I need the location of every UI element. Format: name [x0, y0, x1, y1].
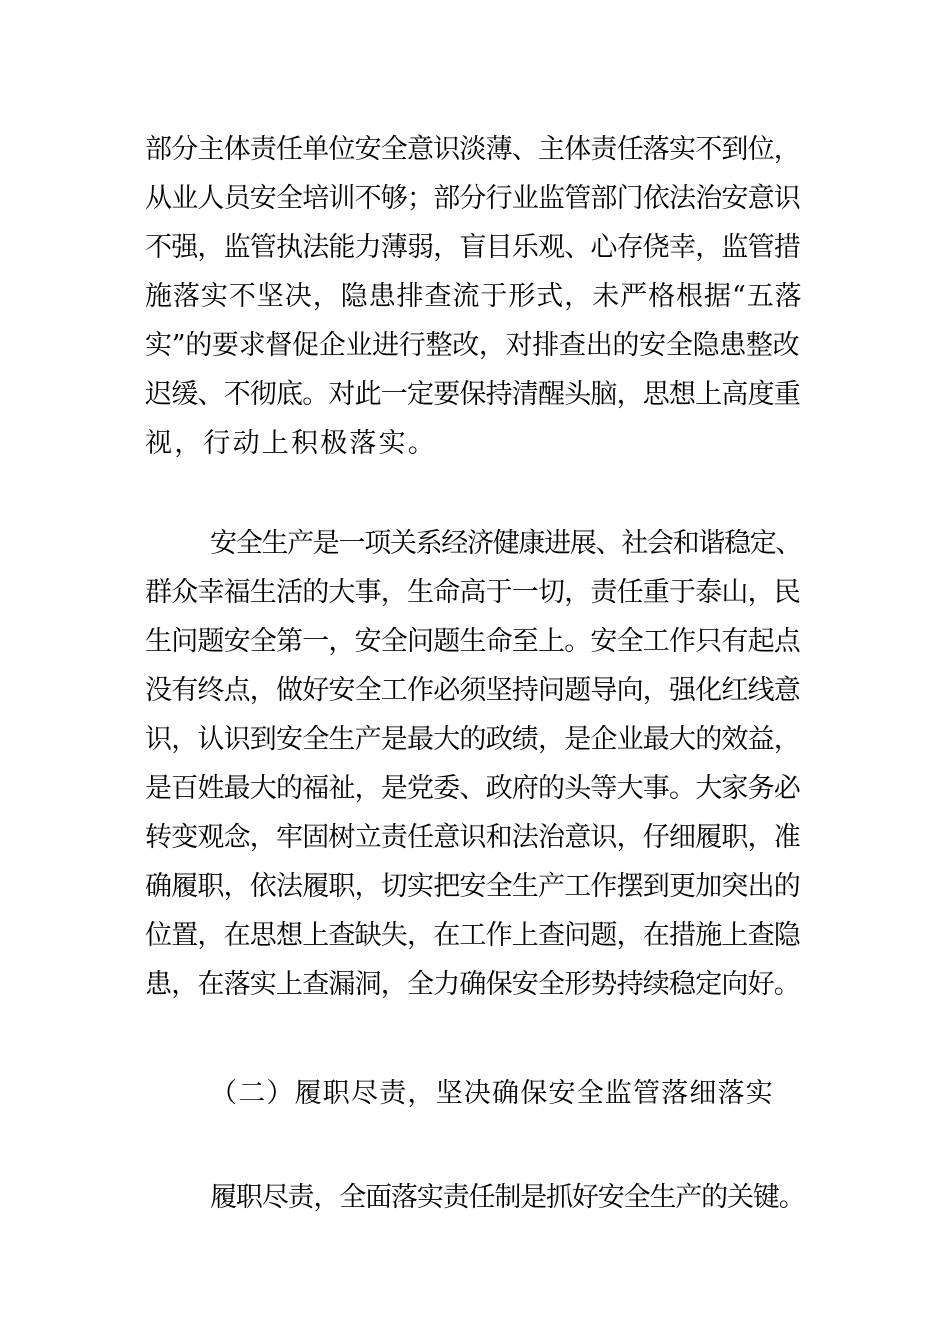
- paragraph-1-line-2: 从业人员安全培训不够；部分行业监管部门依法治安意识: [145, 183, 800, 214]
- paragraph-2-line-4: 没有终点，做好安全工作必须坚持问题导向，强化红线意: [145, 675, 800, 706]
- paragraph-1-line-6: 迟缓、不彻底。对此一定要保持清醒头脑，思想上高度重: [145, 379, 800, 410]
- paragraph-2-line-1: 安全生产是一项关系经济健康进展、社会和谐稳定、: [210, 528, 802, 559]
- paragraph-2-line-10: 患，在落实上查漏洞，全力确保安全形势持续稳定向好。: [145, 969, 800, 1000]
- paragraph-1-line-5: 实”的要求督促企业进行整改，对排查出的安全隐患整改: [145, 330, 800, 361]
- paragraph-2-line-8: 确履职，依法履职，切实把安全生产工作摆到更加突出的: [145, 871, 800, 902]
- paragraph-1-line-3: 不强，监管执法能力薄弱，盲目乐观、心存侥幸，监管措: [145, 232, 800, 263]
- paragraph-2-line-6: 是百姓最大的福祉，是党委、政府的头等大事。大家务必: [145, 773, 800, 804]
- paragraph-2-line-7: 转变观念，牢固树立责任意识和法治意识，仔细履职，准: [145, 822, 800, 853]
- paragraph-1-line-4: 施落实不坚决，隐患排查流于形式，未严格根据“五落: [145, 281, 803, 312]
- paragraph-2-line-3: 生问题安全第一，安全问题生命至上。安全工作只有起点: [145, 626, 800, 657]
- paragraph-1-line-1: 部分主体责任单位安全意识淡薄、主体责任落实不到位，: [145, 134, 800, 165]
- section-heading: （二）履职尽责，坚决确保安全监管落细落实: [210, 1078, 774, 1109]
- paragraph-2-line-9: 位置，在思想上查缺失，在工作上查问题，在措施上查隐: [145, 920, 800, 951]
- paragraph-2-line-2: 群众幸福生活的大事，生命高于一切，责任重于泰山，民: [145, 577, 800, 608]
- paragraph-1-line-7: 视，行动上积极落实。: [145, 428, 437, 459]
- paragraph-2-line-5: 识，认识到安全生产是最大的政绩，是企业最大的效益，: [145, 724, 800, 755]
- closing-line: 履职尽责，全面落实责任制是抓好安全生产的关键。: [210, 1182, 805, 1213]
